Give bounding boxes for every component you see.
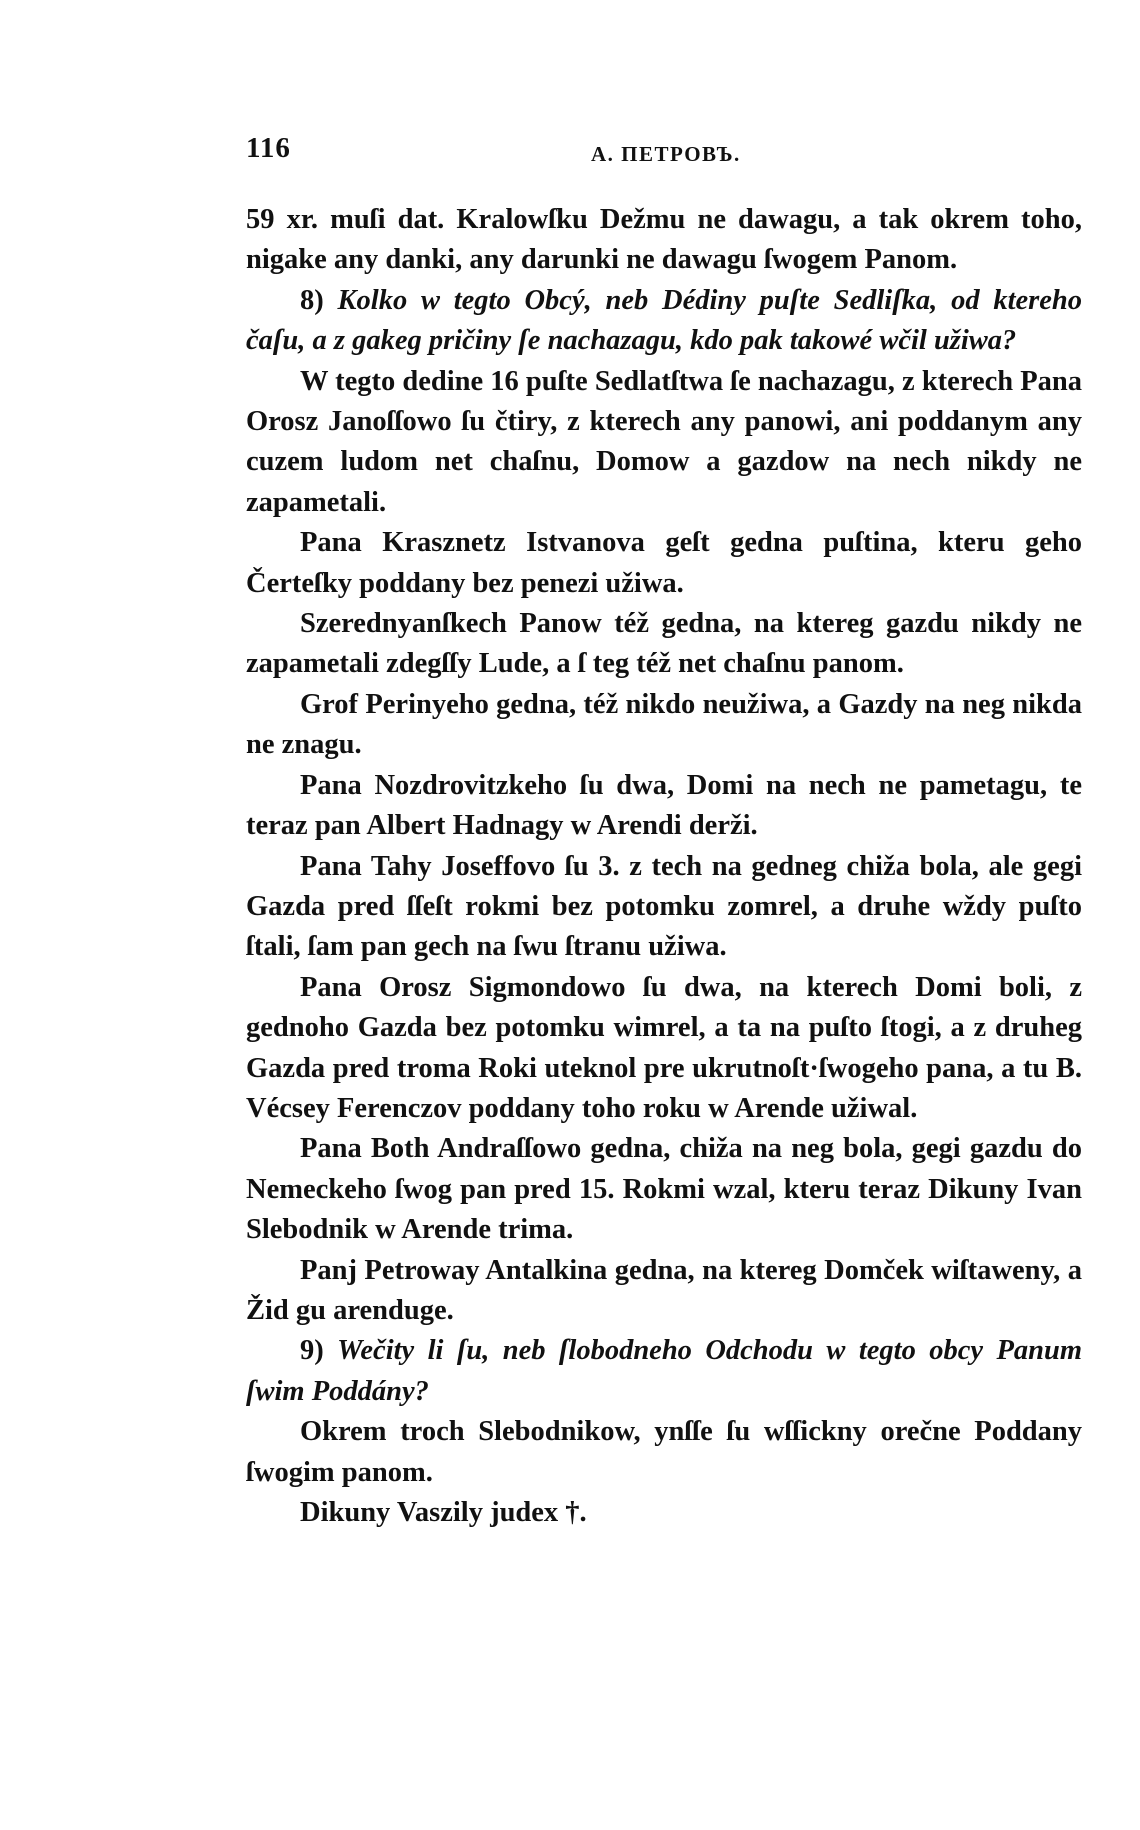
question-number: 9) <box>300 1335 324 1367</box>
paragraph: Pana Tahy Joseffovo ſu 3. z tech na gedneg chiža bola, ale gegi Gazda pred ſſeſt rokmi bez potomku zomrel, a druhe wždy puſto ſtali, ſam pan gech na ſwu ſtranu užiwa. <box>246 850 1082 963</box>
running-head: А. ПЕТРОВЪ. <box>591 142 741 166</box>
question-number: 8) <box>300 284 324 316</box>
paragraph: Pana Orosz Sigmondowo ſu dwa, na kterech Domi boli, z gednoho Gazda bez potomku wimrel, a ta na puſto ſtogi, a z druheg Gazda pred troma Roki uteknol pre ukrutnoſt·ſwogeho pana, a tu B. Vécsey Ferenczov poddany toho roku w Arende užiwal. <box>246 971 1082 1124</box>
question-paragraph <box>246 281 1082 362</box>
page-number: 116 <box>246 132 291 164</box>
paragraph: 59 xr. muſi dat. Kralowſku Dežmu ne dawagu, a tak okrem toho, nigake any danki, any darunki ne dawagu ſwogem Panom. <box>246 204 1082 276</box>
paragraph: Panj Petroway Antalkina gedna, na ktereg Domček wiſtaweny, a Žid gu arenduge. <box>246 1254 1082 1326</box>
paragraph: Szerednyanſkech Panow též gedna, na ktereg gazdu nikdy ne zapametali zdegſſy Lude, a ſ teg též net chaſnu panom. <box>246 608 1082 680</box>
paragraph: W tegto dedine 16 puſte Sedlatſtwa ſe nachazagu, z kterech Pana Orosz Janoſſowo ſu čtiry, z kterech any panowi, ani poddanym any cuzem ludom net chaſnu, Domow a gazdow na nech nikdy ne zapametali. <box>246 365 1082 518</box>
body-text <box>246 200 1082 1533</box>
paragraph: Okrem troch Slebodnikow, ynſſe ſu wſſickny orečne Poddany ſwogim panom. <box>246 1416 1082 1488</box>
question-paragraph <box>246 1331 1082 1412</box>
paragraph: Pana Krasznetz Istvanova geſt gedna puſtina, kteru geho Čerteſky poddany bez penezi užiwa. <box>246 527 1082 599</box>
question-text: Wečity li ſu, neb ſlobodneho Odchodu w tegto obcy Panum ſwim Poddány? <box>246 1335 1083 1407</box>
paragraph: Pana Both Andraſſowo gedna, chiža na neg bola, gegi gazdu do Nemeckeho ſwog pan pred 15. Rokmi wzal, kteru teraz Dikuny Ivan Slebodnik w Arende trima. <box>246 1133 1082 1246</box>
page-header <box>246 132 1082 172</box>
paragraph: Grof Perinyeho gedna, též nikdo neužiwa, a Gazdy na neg nikda ne znagu. <box>246 688 1082 761</box>
question-text: Kolko w tegto Obcý, neb Dédiny puſte Sedliſka, od ktereho čaſu, a z gakeg pričiny ſe nachazagu, kdo pak takowé wčil užiwa? <box>246 284 1082 357</box>
paragraph: Pana Nozdrovitzkeho ſu dwa, Domi na nech ne pametagu, te teraz pan Albert Hadnagy w Arendi derži. <box>246 769 1082 842</box>
paragraph: Dikuny Vaszily judex †. <box>300 1497 587 1528</box>
